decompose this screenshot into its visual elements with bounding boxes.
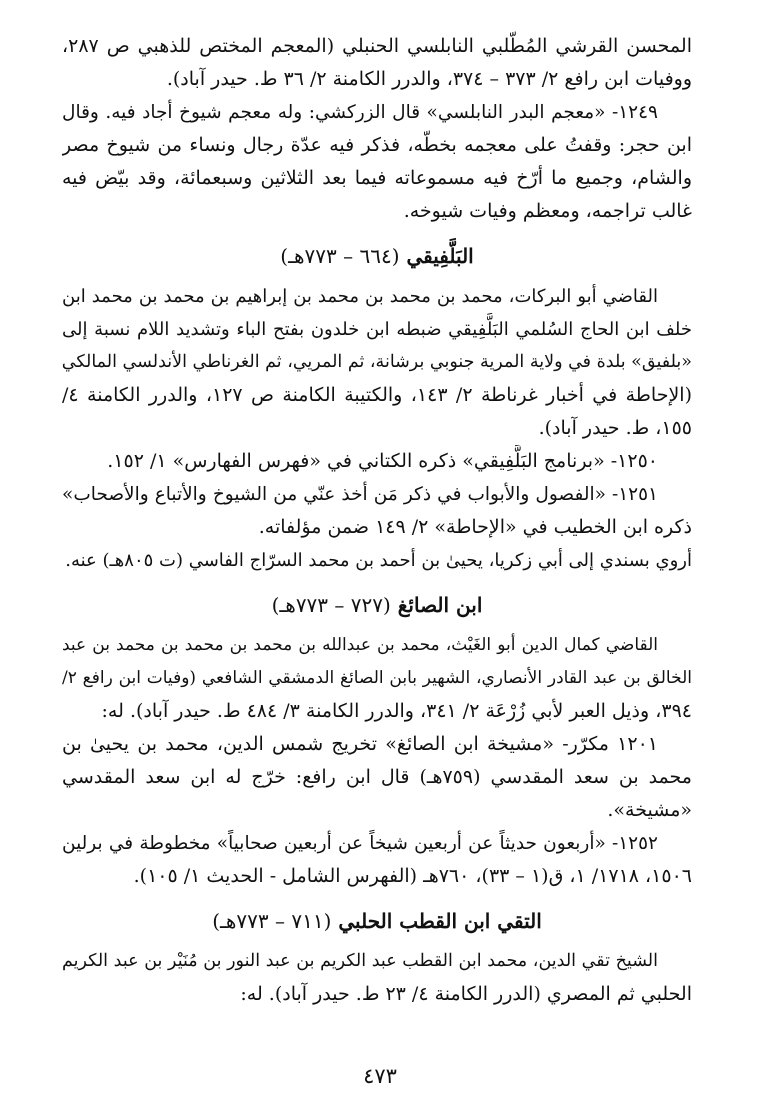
text-line: المحسن القرشي المُطّلبي النابلسي الحنبلي (المعجم المختص للذهبي ص ٢٨٧، <box>62 35 692 57</box>
entry-title-line: ١٢٥٢- «أربعون حديثاً عن أربعين شيخاً عن أربعين صحابياً» مخطوطة في برلين <box>62 833 658 854</box>
text-line: الخالق بن عبد القادر الأنصاري، الشهير بابن الصائغ الدمشقي الشافعي (وفيات ابن رافع ٢/ <box>62 668 692 688</box>
bibliography-entry-1201 <box>62 728 692 827</box>
text-line: ١٥٠٦، ١٧١٨/ ١، ق(١ – ٣٣)، ٧٦٠هـ (الفهرس الشامل - الحديث ١/ ١٠٥). <box>133 865 692 887</box>
text-line: ووفيات ابن رافع ٢/ ٣٧٣ – ٣٧٤، والدرر الكامنة ٢/ ٣٦ ط. حيدر آباد). <box>166 68 692 90</box>
text-line: القاضي كمال الدين أبو الغَيْث، محمد بن عبدالله بن محمد بن محمد بن محمد بن عبد <box>62 635 658 655</box>
text-line: الحلبي ثم المصري (الدرر الكامنة ٤/ ٢٣ ط. حيدر آباد). له: <box>240 983 692 1005</box>
biography-paragraph <box>62 280 692 445</box>
biography-paragraph <box>62 945 692 1011</box>
heading-dates: (٧٢٧ – ٧٧٣هـ) <box>271 593 391 617</box>
text-line: الشيخ تقي الدين، محمد ابن القطب عبد الكريم بن عبد النور بن مُنَيْر بن عبد الكريم <box>62 951 658 971</box>
entry-title-line: ١٢٥١- «الفصول والأبواب في ذكر مَن أخذ عنّي من الشيوخ والأتباع والأصحاب» <box>62 484 658 505</box>
biography-paragraph <box>62 629 692 728</box>
section-heading-balfiqi <box>62 236 692 276</box>
text-line: القاضي أبو البركات، محمد بن محمد بن محمد بن إبراهيم بن محمد بن محمد ابن <box>62 286 658 307</box>
entry-title-line: ١٢٥٠- «برنامج البَلَّفِيقي» ذكره الكتاني في «فهرس الفهارس» ١/ ١٥٢. <box>107 450 658 472</box>
text-line: «مشيخة». <box>607 799 692 821</box>
text-line: (الإحاطة في أخبار غرناطة ٢/ ١٤٣، والكتيبة الكامنة ص ١٢٧، والدرر الكامنة ٤/ <box>62 384 692 406</box>
text-line: محمد بن سعد المقدسي (٧٥٩هـ) قال ابن رافع: خرّج له ابن سعد المقدسي <box>62 766 692 788</box>
bibliography-entry-1249 <box>62 96 692 228</box>
text-line: ١٥٥، ط. حيدر آباد). <box>538 417 692 439</box>
heading-name: ابن الصائغ <box>397 593 483 617</box>
heading-name: التقي ابن القطب الحلبي <box>338 909 542 933</box>
text-line: غالب تراجمه، ومعظم وفيات شيوخه. <box>403 200 692 222</box>
heading-dates: (٦٦٤ – ٧٧٣هـ) <box>280 244 400 268</box>
text-line: أروي بسندي إلى أبي زكريا، يحيىٰ بن أحمد بن محمد السرّاج الفاسي (ت ٨٠٥هـ) عنه. <box>65 550 692 571</box>
text-line: خلف ابن الحاج السُلمي البَلَّفِيقي ضبطه ابن خلدون بفتح الباء وتشديد اللام نسبة إلى <box>62 319 692 340</box>
text-line: ٣٩٤، وذيل العبر لأبي زُرْعَة ٢/ ٣٤١، والدرر الكامنة ٣/ ٤٨٤ ط. حيدر آباد). له: <box>101 700 692 722</box>
text-line: والشام، وجميع ما أرّخ فيه مسموعاته فيما بعد الثلاثين وسبعمائة، وقد بيّض فيه <box>62 167 692 189</box>
bibliography-entry-1251 <box>62 478 692 577</box>
bibliography-entry-1250 <box>62 445 692 478</box>
heading-name: البَلَّفِيقي <box>406 244 474 268</box>
page-number: ٤٧٣ <box>363 1064 397 1088</box>
entry-title-line: ١٢٠١ مكرّر- «مشيخة ابن الصائغ» تخريج شمس الدين، محمد بن يحيىٰ بن <box>62 733 658 755</box>
bibliography-entry-1252 <box>62 827 692 893</box>
section-heading-ibn-al-qutb <box>62 901 692 941</box>
book-page <box>62 30 692 1011</box>
section-heading-ibn-al-saigh <box>62 585 692 625</box>
entry-title-line: ١٢٤٩- «معجم البدر النابلسي» قال الزركشي: وله معجم شيوخ أجاد فيه. وقال <box>62 102 658 123</box>
text-line: ذكره ابن الخطيب في «الإحاطة» ٢/ ١٤٩ ضمن مؤلفاته. <box>258 516 692 538</box>
text-line: ابن حجر: وقفتُ على معجمه بخطّه، فذكر فيه عدّة رجال ونساء من شيوخ مصر <box>62 134 692 156</box>
text-line: «بلفيق» بلدة في ولاية المرية جنوبي برشانة، ثم المريي، ثم الغرناطي الأندلسي المالكي <box>62 352 692 372</box>
heading-dates: (٧١١ – ٧٧٣هـ) <box>212 909 332 933</box>
continuation-paragraph <box>62 30 692 96</box>
